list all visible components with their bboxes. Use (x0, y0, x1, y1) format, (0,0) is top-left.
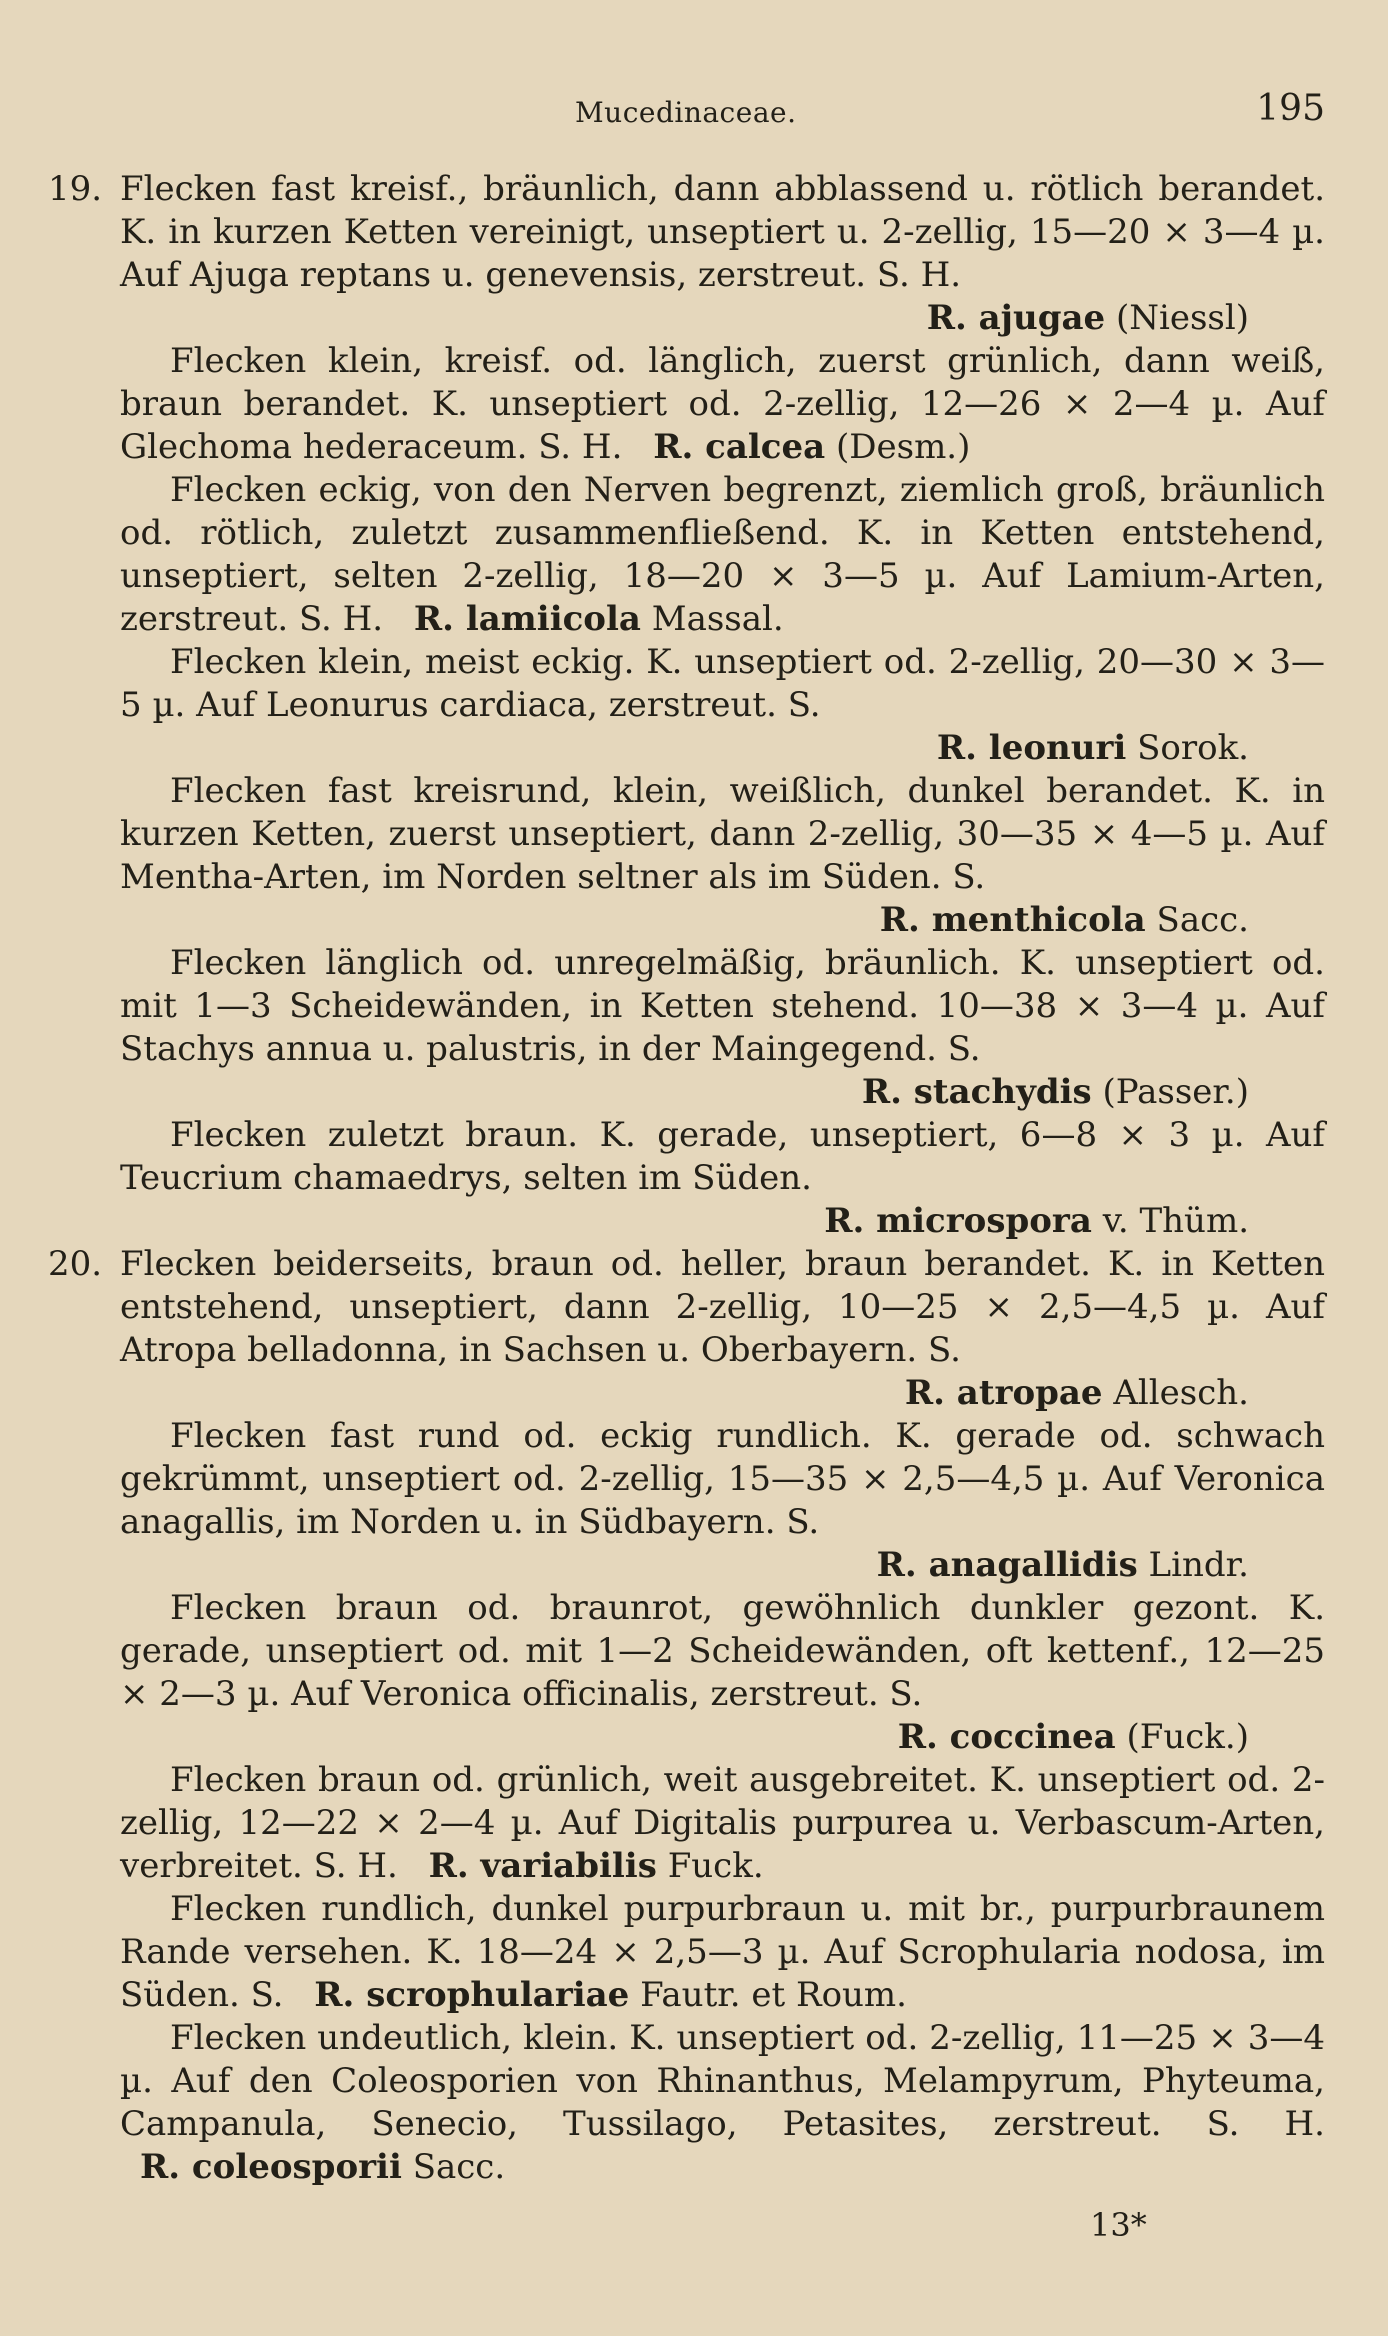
species-binomial: R. variabilis (428, 1846, 657, 1886)
entry-number: 20. (48, 1244, 103, 1284)
species-author: Allesch. (1113, 1373, 1249, 1413)
entry-description: Flecken länglich od. unregelmäßig, bräunlich. K. unseptiert od. mit 1—3 Scheidewänden, in Ketten stehend. 10—38 × 3—4 µ. Auf Stachys annua u. palustris, in der Maingegend. S. (120, 943, 1325, 1069)
species-author: Fuck. (667, 1846, 764, 1886)
entries-list (48, 168, 1325, 2189)
entry-description: Flecken klein, kreisf. od. länglich, zuerst grünlich, dann weiß, braun berandet. K. unseptiert od. 2-zellig, 12—26 × 2—4 µ. Auf Glechoma hederaceum. S. H. (120, 341, 1325, 467)
species-name (294, 1975, 907, 2015)
entry-description: Flecken braun od. braunrot, gewöhnlich dunkler gezont. K. gerade, unseptiert od. mit 1—2 Scheidewänden, oft kettenf., 12—25 × 2—3 µ. Auf Veronica officinalis, zerstreut. S. (120, 1588, 1325, 1714)
species-binomial: R. anagallidis (876, 1545, 1138, 1585)
species-author: (Niessl) (1115, 298, 1249, 338)
species-author: Lindr. (1148, 1545, 1249, 1585)
species-author: (Passer.) (1102, 1072, 1249, 1112)
species-name (120, 297, 1325, 340)
species-binomial: R. scrophulariae (314, 1975, 630, 2015)
entry-description: Flecken braun od. grünlich, weit ausgebreitet. K. unseptiert od. 2-zellig, 12—22 × 2—4 µ. Auf Digitalis purpurea u. Verbascum-Arten, verbreitet. S. H. (120, 1760, 1325, 1886)
species-name (120, 1716, 1325, 1759)
species-binomial: R. calcea (653, 427, 826, 467)
species-name (120, 1372, 1325, 1415)
entry-description: Flecken undeutlich, klein. K. unseptiert od. 2-zellig, 11—25 × 3—4 µ. Auf den Coleosporien von Rhinanthus, Melampyrum, Phyteuma, Campanula, Senecio, Tussilago, Petasites, zerstreut. S. H. (120, 2018, 1325, 2144)
species-name (120, 2147, 505, 2187)
entry-description: Flecken fast kreisf., bräunlich, dann abblassend u. rötlich berandet. K. in kurzen Ketten vereinigt, unseptiert u. 2-zellig, 15—20 × 3—4 µ. Auf Ajuga reptans u. genevensis, zerstreut. S. H. (120, 169, 1325, 295)
entry-description: Flecken rundlich, dunkel purpurbraun u. mit br., purpurbraunem Rande versehen. K. 18—24 × 2,5—3 µ. Auf Scrophularia nodosa, im Süden. S. (120, 1889, 1325, 2015)
species-entry (48, 168, 1325, 297)
species-name (633, 427, 970, 467)
species-author: Massal. (651, 599, 784, 639)
species-binomial: R. leonuri (936, 728, 1127, 768)
species-entry (120, 2017, 1325, 2189)
species-author: Sacc. (412, 2147, 506, 2187)
species-name (120, 1544, 1325, 1587)
species-entry (48, 1243, 1325, 1372)
species-name (120, 1200, 1325, 1243)
species-entry (120, 1888, 1325, 2017)
species-entry (120, 1114, 1325, 1200)
entry-description: Flecken klein, meist eckig. K. unseptiert od. 2-zellig, 20—30 × 3—5 µ. Auf Leonurus cardiaca, zerstreut. S. (120, 642, 1325, 725)
species-binomial: R. ajugae (926, 298, 1106, 338)
species-author: v. Thüm. (1102, 1201, 1249, 1241)
entry-description: Flecken fast kreisrund, klein, weißlich, dunkel berandet. K. in kurzen Ketten, zuerst unseptiert, dann 2-zellig, 30—35 × 4—5 µ. Auf Mentha-Arten, im Norden seltner als im Süden. S. (120, 771, 1325, 897)
species-entry (120, 469, 1325, 641)
species-entry (120, 1759, 1325, 1888)
page-header (120, 88, 1325, 138)
entry-description: Flecken eckig, von den Nerven begrenzt, ziemlich groß, bräunlich od. rötlich, zuletzt zusammenfließend. K. in Ketten entstehend, unseptiert, selten 2-zellig, 18—20 × 3—5 µ. Auf Lamium-Arten, zerstreut. S. H. (120, 470, 1325, 639)
species-author: Fautr. et Roum. (640, 1975, 907, 2015)
species-entry (120, 1587, 1325, 1716)
species-binomial: R. coleosporii (140, 2147, 402, 2187)
species-name (120, 727, 1325, 770)
running-title: Mucedinaceae. (575, 96, 797, 129)
species-entry (120, 1415, 1325, 1544)
species-binomial: R. coccinea (897, 1717, 1116, 1757)
species-entry (120, 340, 1325, 469)
species-author: (Desm.) (835, 427, 971, 467)
signature-mark: 13* (1090, 2206, 1147, 2244)
species-binomial: R. menthicola (879, 900, 1146, 940)
species-author: Sorok. (1137, 728, 1249, 768)
entry-description: Flecken fast rund od. eckig rundlich. K. gerade od. schwach gekrümmt, unseptiert od. 2-zellig, 15—35 × 2,5—4,5 µ. Auf Veronica anagallis, im Norden u. in Südbayern. S. (120, 1416, 1325, 1542)
species-name (120, 899, 1325, 942)
species-binomial: R. stachydis (861, 1072, 1092, 1112)
species-entry (120, 770, 1325, 899)
species-binomial: R. microspora (824, 1201, 1092, 1241)
species-entry (120, 942, 1325, 1071)
entry-description: Flecken zuletzt braun. K. gerade, unseptiert, 6—8 × 3 µ. Auf Teucrium chamaedrys, selten im Süden. (120, 1115, 1325, 1198)
species-name (394, 599, 784, 639)
species-author: Sacc. (1156, 900, 1249, 940)
species-name (409, 1846, 764, 1886)
species-author: (Fuck.) (1126, 1717, 1249, 1757)
species-binomial: R. atropae (904, 1373, 1103, 1413)
species-name (120, 1071, 1325, 1114)
page-number: 195 (1256, 88, 1325, 129)
entry-number: 19. (48, 169, 103, 209)
species-binomial: R. lamiicola (413, 599, 641, 639)
species-entry (120, 641, 1325, 727)
entry-description: Flecken beiderseits, braun od. heller, braun berandet. K. in Ketten entstehend, unseptiert, dann 2-zellig, 10—25 × 2,5—4,5 µ. Auf Atropa belladonna, in Sachsen u. Oberbayern. S. (120, 1244, 1325, 1370)
